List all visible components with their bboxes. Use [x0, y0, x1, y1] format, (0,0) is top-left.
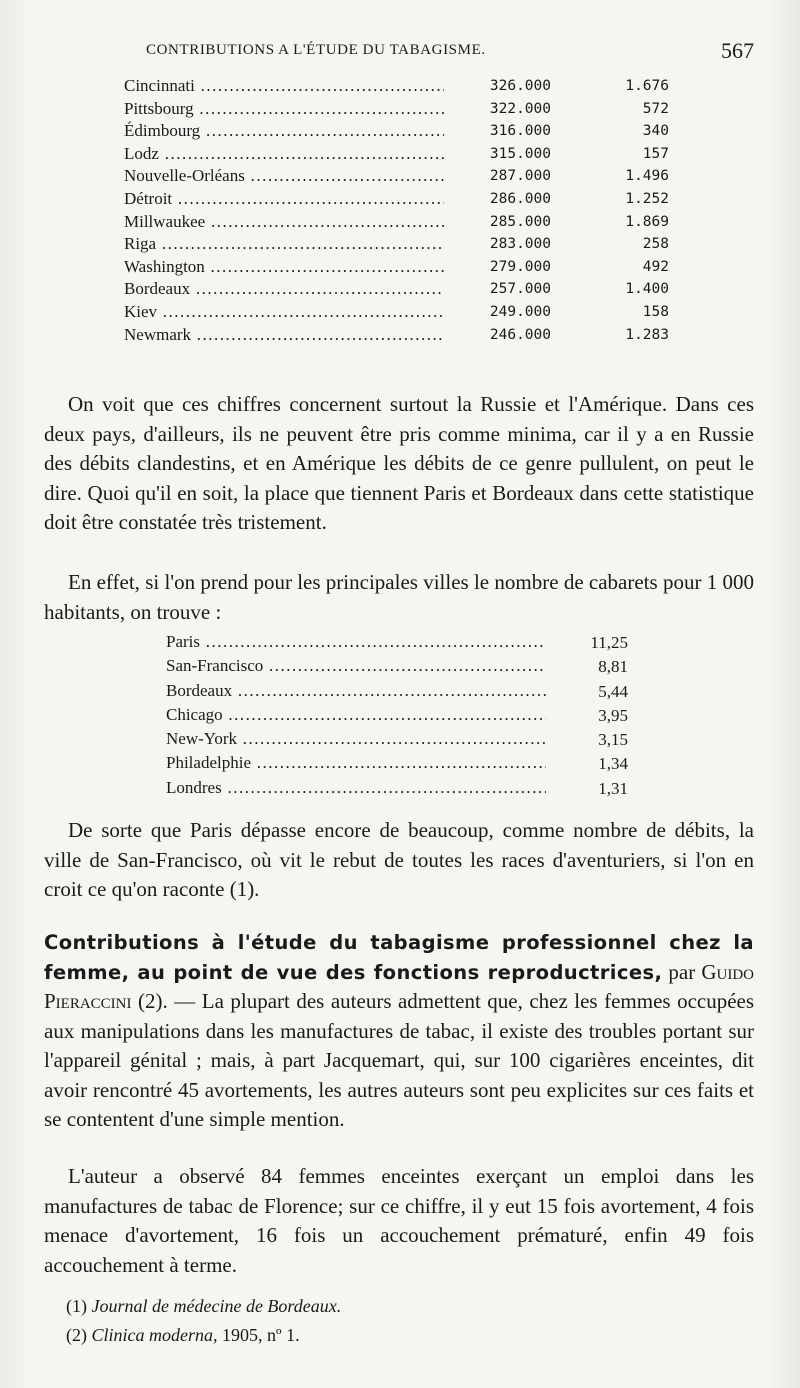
table-row — [124, 279, 669, 302]
city-name: Cincinnati ..... — [124, 76, 444, 96]
table-row — [124, 144, 669, 167]
debits-value: 1.869 — [625, 213, 669, 230]
author-name: Guido Pieraccini — [44, 959, 755, 1013]
ratio-value: 8,81 — [598, 657, 628, 677]
population-value: 286.000 — [489, 190, 551, 207]
footnote-details: 1905, nº 1. — [222, 1325, 300, 1345]
table-row — [124, 325, 669, 348]
table-row — [124, 234, 669, 257]
table-row — [124, 166, 669, 189]
debits-value: 572 — [642, 100, 669, 117]
footnote — [66, 1292, 666, 1321]
footnote-mark: (1) — [66, 1296, 87, 1316]
city-name: Newmark ..... — [124, 325, 444, 345]
population-value: 285.000 — [489, 213, 551, 230]
page-header — [146, 40, 754, 72]
table-row — [124, 257, 669, 280]
city-name: Paris ..... — [166, 632, 546, 652]
city-name: Détroit ..... — [124, 189, 444, 209]
city-name: Bordeaux ..... — [166, 681, 546, 701]
population-value: 315.000 — [489, 145, 551, 162]
ratio-value: 1,34 — [598, 754, 628, 774]
population-value: 283.000 — [489, 236, 551, 253]
population-value: 279.000 — [489, 258, 551, 275]
footnote-source: Clinica moderna, — [91, 1325, 218, 1345]
debits-value: 1.252 — [625, 190, 669, 207]
footnote — [66, 1321, 666, 1350]
paragraph-paris-sanfrancisco: De sorte que Paris dépasse encore de beaucoup, comme nombre de débits, la ville de San-Francisco, où vit le rebut de toutes les races d'aventuriers, si l'on en croit ce qu'on raconte (1). — [44, 818, 754, 901]
ratio-value: 3,95 — [598, 705, 628, 725]
table-row — [124, 302, 669, 325]
running-title: CONTRIBUTIONS A L'ÉTUDE DU TABAGISME. — [146, 42, 486, 58]
city-name: Londres ..... — [166, 778, 546, 798]
by-word: par — [668, 959, 696, 984]
debits-value: 1.400 — [625, 281, 669, 298]
city-name: Bordeaux ..... — [124, 279, 444, 299]
debits-value: 340 — [642, 123, 669, 140]
section-heading: Contributions à l'étude du tabagisme professionnel chez la femme, au point de vue des fonctions reproductrices, — [44, 931, 754, 984]
city-name: Washington ..... — [124, 257, 444, 277]
paragraph-florence-study: L'auteur a observé 84 femmes enceintes exerçant un emploi dans les manufactures de tabac de Florence; sur ce chiffre, il y eut 15 fois avortement, 4 fois menace d'avortement, 16 fois un accouchement prématuré, enfin 49 fois accouchement à terme. — [44, 1164, 754, 1277]
population-value: 246.000 — [489, 326, 551, 343]
debits-value: 157 — [642, 145, 669, 162]
population-value: 257.000 — [489, 281, 551, 298]
paragraph-pieraccini — [44, 928, 754, 1135]
paragraph-russia-america: On voit que ces chiffres concernent surtout la Russie et l'Amérique. Dans ces deux pays, d'ailleurs, ils ne peuvent être pris comme minima, car il y a en Russie des débits clandestins, et en Amérique les débits de ce genre pullulent, on peut le dire. Quoi qu'il en soit, la place que tiennent Paris et Bordeaux dans cette statistique doit être constatée très tristement. — [44, 392, 754, 534]
table-row — [166, 753, 628, 777]
table-row — [166, 729, 628, 753]
city-name: Nouvelle-Orléans ..... — [124, 166, 444, 186]
page-number: 567 — [721, 38, 754, 63]
population-value: 287.000 — [489, 168, 551, 185]
footnote-ref: (2). — [138, 989, 168, 1013]
city-name: Millwaukee ..... — [124, 212, 444, 232]
table-row — [124, 121, 669, 144]
debits-by-city-table — [124, 76, 669, 347]
cabarets-per-1000-table — [166, 632, 628, 802]
ratio-value: 11,25 — [590, 633, 628, 652]
ratio-value: 3,15 — [598, 730, 628, 750]
paragraph-body: — La plupart des auteurs admettent que, chez les femmes occupées aux manipulations dans les manufactures de tabac, il existe des troubles portant sur l'appareil génital ; mais, à part Jacquemart, qui, sur 100 cigarières enceintes, dit avoir rencontré 45 avortements, les autres auteurs sont peu explicites sur ces faits et se contentent d'une simple mention. — [44, 989, 755, 1131]
population-value: 326.000 — [489, 78, 551, 94]
debits-value: 492 — [642, 258, 669, 275]
debits-value: 258 — [642, 236, 669, 253]
footnote-source: Journal de médecine de Bordeaux. — [91, 1296, 342, 1316]
footnotes — [66, 1292, 666, 1350]
debits-value: 158 — [642, 303, 669, 320]
table-row — [166, 656, 628, 680]
table-row — [124, 212, 669, 235]
table-row — [166, 681, 628, 705]
table-row — [124, 99, 669, 122]
population-value: 322.000 — [489, 100, 551, 117]
table-row — [166, 778, 628, 802]
debits-value: 1.496 — [625, 168, 669, 185]
ratio-value: 5,44 — [598, 681, 628, 701]
city-name: San-Francisco ..... — [166, 656, 546, 676]
city-name: New-York ..... — [166, 729, 546, 749]
table-row — [166, 705, 628, 729]
city-name: Kiev ..... — [124, 302, 444, 322]
footnote-mark: (2) — [66, 1325, 87, 1345]
city-name: Riga ..... — [124, 234, 444, 254]
population-value: 316.000 — [489, 123, 551, 140]
paragraph-cabarets-intro: En effet, si l'on prend pour les principales villes le nombre de cabarets pour 1 000 habitants, on trouve : — [44, 570, 754, 624]
debits-value: 1.676 — [625, 78, 669, 94]
table-row — [124, 76, 669, 99]
table-row — [124, 189, 669, 212]
ratio-value: 1,31 — [598, 778, 628, 798]
city-name: Édimbourg ..... — [124, 121, 444, 141]
city-name: Lodz ..... — [124, 144, 444, 164]
debits-value: 1.283 — [625, 326, 669, 343]
population-value: 249.000 — [489, 303, 551, 320]
city-name: Philadelphie ..... — [166, 753, 546, 773]
city-name: Chicago ..... — [166, 705, 546, 725]
table-row — [166, 632, 628, 656]
city-name: Pittsbourg ..... — [124, 99, 444, 119]
